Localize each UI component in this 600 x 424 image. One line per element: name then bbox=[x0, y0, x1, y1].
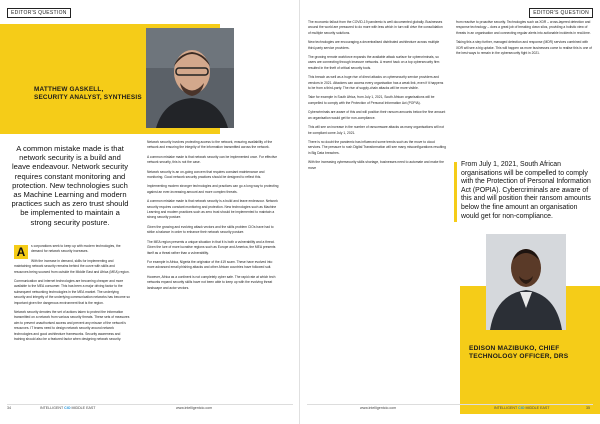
paragraph: The growing remote workforce expands the available attack surface for cybercriminals, so users are connecting through insecure networks. A recent hack on a top cybersecurity firm resulted in the theft of critical security tools. bbox=[308, 55, 440, 70]
section-tag: EDITOR'S QUESTION bbox=[7, 8, 71, 18]
footer-rule bbox=[307, 404, 593, 405]
portrait-image bbox=[146, 28, 234, 128]
paragraph: Given the growing and evolving attack vectors and the skills problem CIOs have had to strike a balance in order to enhance their network security posture. bbox=[147, 224, 274, 235]
article-column-2 bbox=[147, 140, 279, 295]
footer-page-number: 34 bbox=[7, 406, 11, 410]
pull-quote-right: From July 1, 2021, South African organisations will be compelled to comply with the Protection of Personal Information Act (POPIA). Cybercriminals are aware of this and will position their ransom amounts below the fine amount an organisation would get for non-compliance. bbox=[461, 161, 591, 220]
article-column-3 bbox=[308, 20, 446, 175]
section-tag: EDITOR'S QUESTION bbox=[529, 8, 593, 18]
publication-prefix: INTELLIGENT bbox=[494, 406, 519, 410]
paragraph: from reactive to proactive security. Technologies such as XDR – cross-layered detection and response technology – does a great job of breaking down silos, providing a holistic view of threats in an organisation and connecting regular alerts into actionable incidents in real-time. bbox=[456, 20, 591, 35]
paragraph: This will see an increase in the number of ransomware attacks as many organisations will not be compliant come July 1, 2021. bbox=[308, 125, 444, 135]
drop-cap: A bbox=[14, 245, 28, 259]
article-column-4 bbox=[456, 20, 592, 60]
publication-prefix: INTELLIGENT bbox=[40, 406, 65, 410]
portrait-edison-mazibuko bbox=[486, 234, 566, 330]
pull-quote: A common mistake made is that network security is a build and leave endeavour. Network security requires constant monitoring and protection. New technologies such as Machine Learning and modern practices such as zero trust should be implemented to maintain a strong security posture. bbox=[11, 144, 129, 227]
author-name: MATTHEW GASKELL, bbox=[34, 86, 104, 93]
footer-rule bbox=[7, 404, 293, 405]
intro-paragraph bbox=[14, 244, 130, 259]
paragraph: Communication and internet technologies are becoming cheaper and more available to the MEA consumer. This has been a major driving factor to the subsequent networking technologies in the MEA market. The underlying security and integrity of the underlying communication networks has become so important given the dangerous environment that is the region. bbox=[14, 279, 130, 305]
paragraph: The economic fallout from the COVID-19 pandemic is well documented globally. Businesses around the world are pressured to do more with less which in turn will drive the consolidation of multiple security solutions. bbox=[308, 20, 443, 35]
footer-publication bbox=[494, 406, 549, 410]
portrait-image bbox=[486, 234, 566, 330]
paragraph: The MEA region presents a unique situation in that it is both a vulnerability and a threat. Given the lure of more lucrative regions such as Europe and America, the MEA presents itself as a threat rather than a vulnerability. bbox=[147, 239, 276, 255]
paragraph: This breach as well as a huge rise of direct attacks on cybersecurity service providers and vendors in 2021. Attackers can access every organisation has a weak link, even if it happens to be from a third-party. The rise of supply-chain attacks will be more visible. bbox=[308, 75, 444, 91]
footer-website[interactable]: www.intelligentcio.com bbox=[360, 406, 397, 410]
footer-page-number: 35 bbox=[586, 406, 590, 410]
paragraph: A common mistake made is that network security is a build and leave endeavour. Network security requires constant monitoring and protection. New technologies such as Machine Learning and modern practices such as zero trust should be implemented to maintain a strong security posture. bbox=[147, 199, 278, 220]
publication-brand: CIO bbox=[64, 406, 71, 410]
paragraph: However, Africa as a continent is not completely cyber safe. The rapid rate at which tech networks expand security skills have not been able to keep up with the evolving threat landscape and actor vectors. bbox=[147, 274, 276, 290]
author-name-block bbox=[34, 86, 184, 102]
paragraph: With the increase in demand, skills for implementing and maintaining network security remains behind the curve with skills and resources being sourced from outside the Middle East and Africa (MEA) region. bbox=[14, 258, 130, 274]
paragraph: Taking this a step further, managed detection and response (MDR) services combined with XDR will see a big uptake. This will happen as more businesses come to realise this is one of the best ways to remain in the cybersecurity fight in 2021. bbox=[456, 40, 592, 56]
paragraph: There is no doubt the pandemic has influenced some trends such as the move to cloud services. The pressure to rush Digital Transformation will see many misconfigurations resulting in Big Data breaches. bbox=[308, 139, 446, 155]
paragraph: Take for example in South Africa, from July 1, 2021, South African organisations will be compelled to comply with the Protection of Personal Information Act (POPIA). bbox=[308, 95, 435, 105]
paragraph: s corporations seek to keep up with modern technologies, the demand for network security increases. bbox=[31, 244, 121, 254]
quote-accent-bar bbox=[454, 162, 457, 222]
paragraph: Network security denotes the set of actions taken to protect the information transmitted on a network from various security threats. These sets of measures aim to prevent unauthorised access and prevent any misuse of the network's resources. IT teams need to design network security around network technologies and good architecture frameworks. Security awareness and training should also be a featured factor when designing network security. bbox=[14, 310, 130, 342]
footer-website[interactable]: www.intelligentcio.com bbox=[176, 406, 213, 410]
paragraph: Cybercriminals are aware of this and will position their ransom amounts below the fine amount an organisation would get for non-compliance. bbox=[308, 110, 446, 120]
paragraph: Network security involves protecting access to the network, ensuring availability of the network and ensuring the integrity of the information transmitted across the network. bbox=[147, 140, 273, 150]
portrait-matthew-gaskell bbox=[146, 28, 234, 128]
author-title: SECURITY ANALYST, SYNTHESIS bbox=[34, 94, 142, 101]
paragraph: A common mistake made is that network security can be implemented once. For effective network security, this is not the case. bbox=[147, 154, 278, 165]
article-column-1 bbox=[14, 244, 130, 347]
paragraph: New technologies are encouraging a decentralised distributed architecture across multiple third-party service providers. bbox=[308, 40, 440, 50]
publication-suffix: MIDDLE EAST bbox=[524, 406, 550, 410]
paragraph: Implementing modern stronger technologies and practices can go a long way to protecting against an ever-increasing amount and more complex threats. bbox=[147, 184, 279, 194]
footer-publication bbox=[40, 406, 95, 410]
author-name-block-right: EDISON MAZIBUKO, CHIEF TECHNOLOGY OFFICER, DRS bbox=[469, 345, 569, 361]
paragraph: For example in Africa, Nigeria the originator of the 419 scam. These have evolved into more advanced email phishing attacks and other African countries have followed suit. bbox=[147, 259, 273, 270]
publication-suffix: MIDDLE EAST bbox=[70, 406, 96, 410]
publication-brand: CIO bbox=[518, 406, 525, 410]
paragraph: With the increasing cybersecurity skills shortage, businesses need to automate and make the move bbox=[308, 160, 444, 170]
paragraph: Network security is an on-going concern that requires constant maintenance and monitoring. Good network security practices should be designed to reflect this. bbox=[147, 169, 265, 180]
